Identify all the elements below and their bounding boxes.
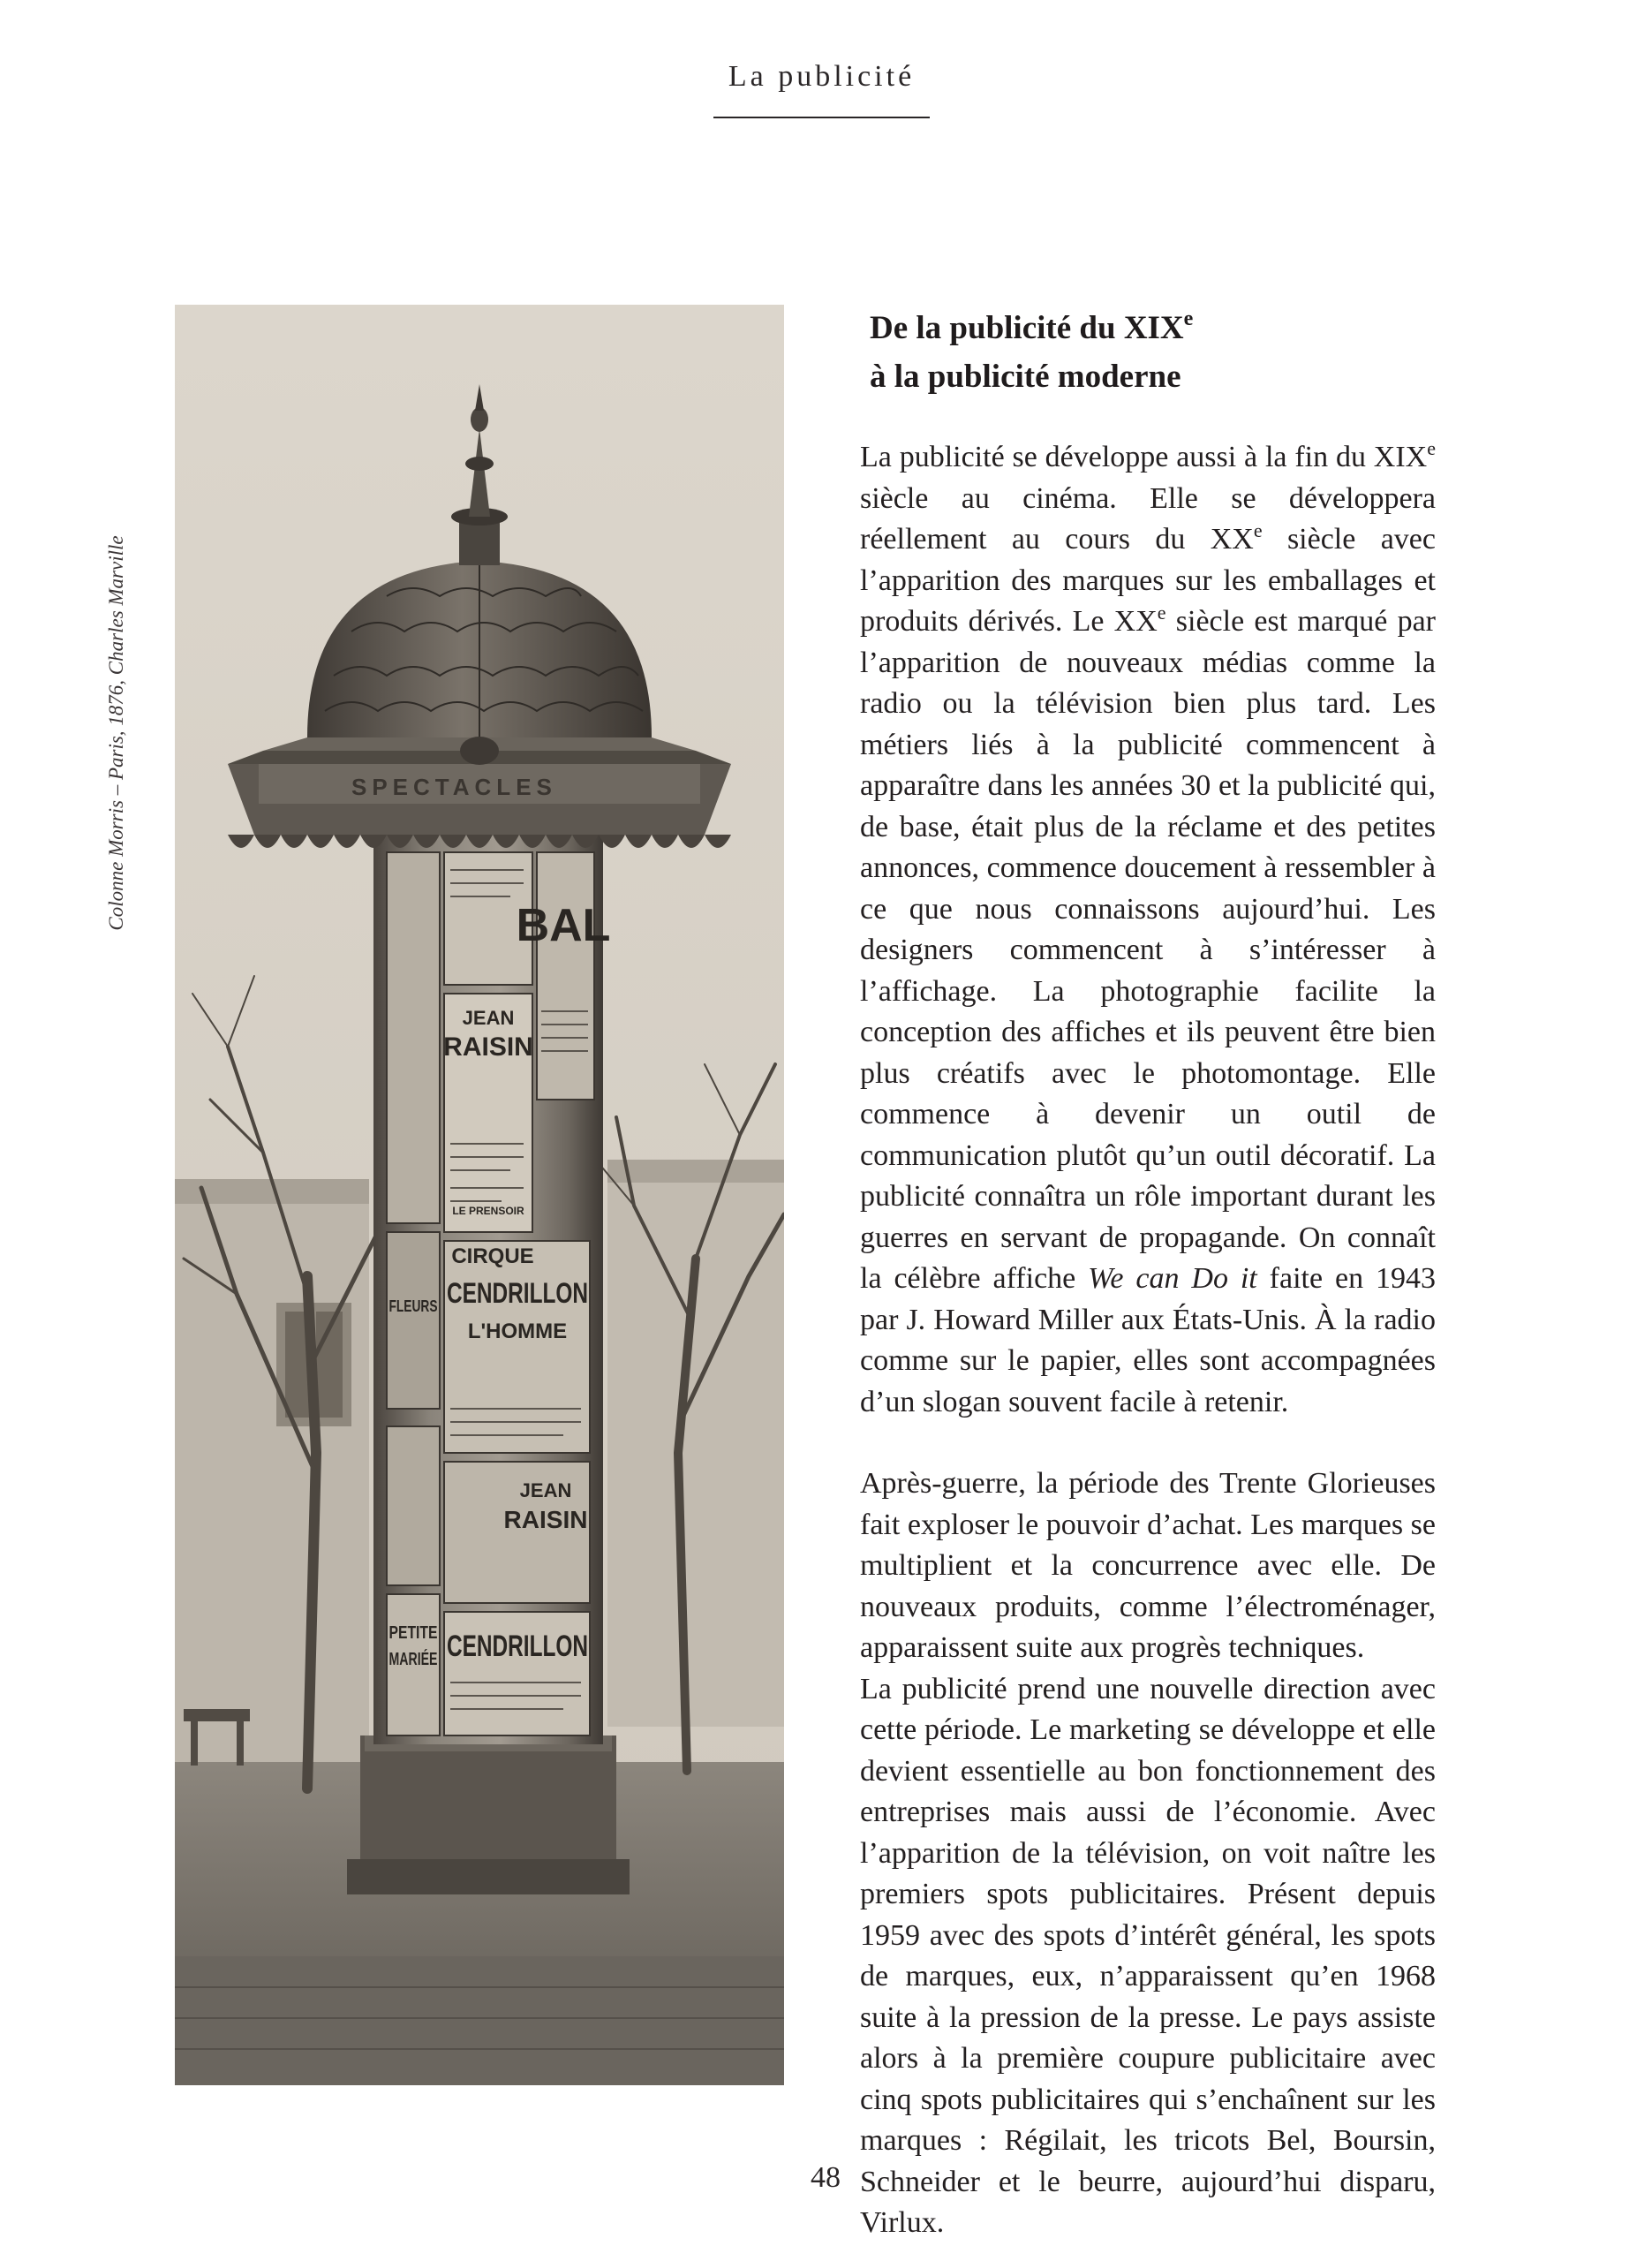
morris-column-illustration [175, 305, 784, 2085]
photo-caption: Colonne Morris – Paris, 1876, Charles Marville [105, 535, 127, 931]
paragraph-2: Après-guerre, la période des Trente Glorieuses fait exploser le pouvoir d’achat. Les marques se multiplient et la concurrence avec elle. De nouveaux produits, comme l’électroménager, apparaissent suite aux progrès techniques. [860, 1467, 1436, 1664]
body-text [860, 437, 1436, 2244]
poster-cendrillon-top: CENDRILLON [447, 1277, 588, 1309]
page-number: 48 [811, 2161, 841, 2194]
section-title-line-2: à la publicité moderne [870, 359, 1181, 395]
morris-column-photo [175, 305, 784, 2085]
poster-bal: BAL [516, 900, 611, 951]
running-title-rule [713, 117, 930, 118]
section-title-line-1: De la publicité du XIXe [870, 307, 1194, 346]
running-title: La publicité [728, 60, 916, 93]
paragraph-3: La publicité prend une nouvelle direction avec cette période. Le marketing se développe et elle devient essentielle au bon fonctionnement des entreprises mais aussi de l’économie. Avec l’apparition de la télévision, on voit naître les premiers spots publicitaires. Présent depuis 1959 avec des spots d’intérêt général, les spots de marques, eux, n’apparaissent qu’en 1968 suite à la pression de la presse. Le pays assiste alors à la première coupure publicitaire avec cinq spots publicitaires qui s’enchaînent sur les marques : Régilait, les tricots Bel, Boursin, Schneider et le beurre, aujourd’hui disparu, Virlux. [860, 1672, 1436, 2239]
poster-jean: JEAN [462, 1007, 515, 1029]
poster-cirque: CIRQUE [451, 1244, 534, 1268]
poster-jean-2: JEAN [519, 1479, 572, 1501]
poster-prensoir: LE PRENSOIR [452, 1205, 524, 1217]
poster-petite: PETITE [388, 1623, 438, 1643]
poster-fleurs: FLEURS [388, 1297, 438, 1315]
poster-lhomme: L'HOMME [467, 1320, 568, 1343]
poster-mariee: MARIÉE [388, 1650, 458, 1669]
poster-raisin-2: RAISIN [503, 1506, 588, 1533]
awning-spectacles: SPECTACLES [351, 774, 557, 800]
poster-raisin: RAISIN [443, 1032, 533, 1062]
paragraph-1: La publicité se développe aussi à la fin du XIXe siècle au cinéma. Elle se développera réellement au cours du XXe siècle avec l’apparition des marques sur les emballages et produits dérivés. Le XXe siècle est marqué par l’apparition de nouveaux médias comme la radio ou la télévision bien plus tard. Les métiers liés à la publicité commencent à apparaître dans les années 30 et la publicité qui, de base, était plus de la réclame et des petites annonces, commence doucement à ressembler à ce que nous connaissons aujourd’hui. Les designers commencent à s’intéresser à l’affichage. La photographie facilite la conception des affiches et ils peuvent être bien plus créatifs avec le photomontage. Elle commence à devenir un outil de communication plutôt qu’un outil décoratif. La publicité connaîtra un rôle important durant les guerres en servant de propagande. On connaît la célèbre affiche We can Do it faite en 1943 par J. Howard Miller aux États-Unis. À la radio comme sur le papier, elles sont accompagnées d’un slogan souvent facile à retenir. [860, 437, 1436, 1418]
poster-cendrillon-bottom: CENDRILLON [447, 1630, 588, 1663]
section-title [870, 304, 1488, 401]
